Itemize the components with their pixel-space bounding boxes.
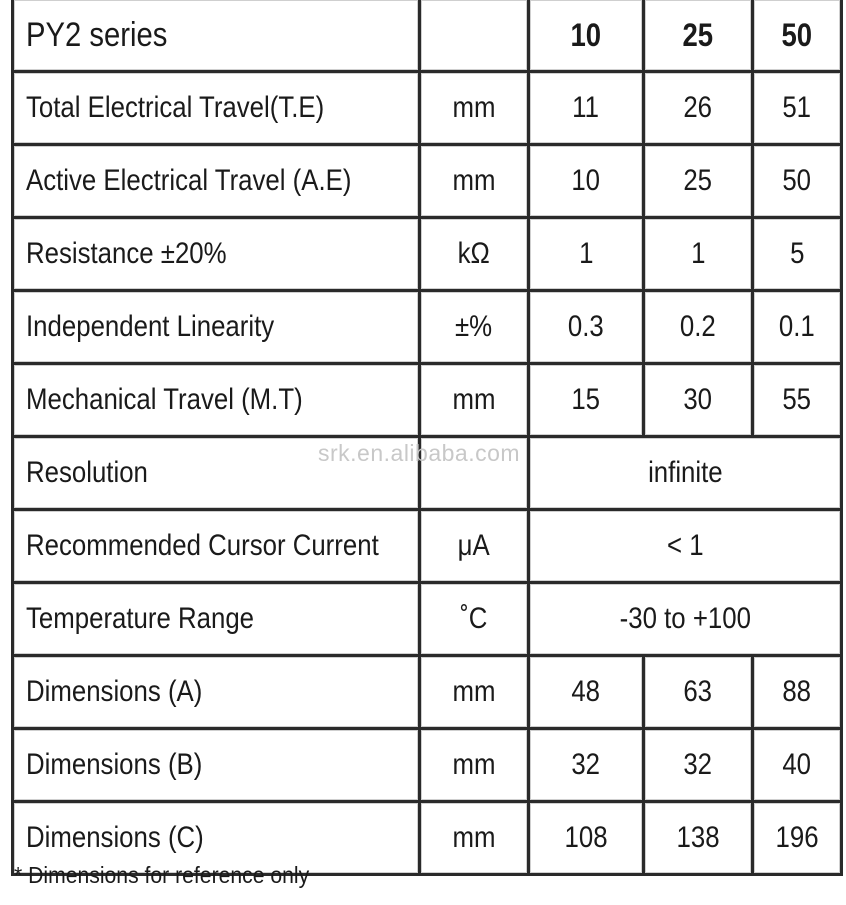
row-value-50: 5 — [753, 218, 842, 291]
row-value-25: 63 — [644, 656, 753, 729]
row-value-merged: -30 to +100 — [529, 583, 842, 656]
row-value-50: 40 — [753, 729, 842, 802]
row-value-25: 26 — [644, 72, 753, 145]
table-row — [13, 218, 842, 291]
footnote-text: * Dimensions for reference only — [14, 862, 310, 888]
row-value-50: 0.1 — [753, 291, 842, 364]
row-value-25: 32 — [644, 729, 753, 802]
row-value-10: 11 — [529, 72, 644, 145]
row-value-50: 51 — [753, 72, 842, 145]
row-value-25: 25 — [644, 145, 753, 218]
row-label: Dimensions (A) — [13, 656, 420, 729]
row-label: Independent Linearity — [13, 291, 420, 364]
row-label: Total Electrical Travel(T.E) — [13, 72, 420, 145]
header-row — [13, 0, 842, 72]
row-value-50: 55 — [753, 364, 842, 437]
table-row — [13, 291, 842, 364]
table-row — [13, 437, 842, 510]
row-value-25: 30 — [644, 364, 753, 437]
row-value-10: 10 — [529, 145, 644, 218]
row-value-10: 15 — [529, 364, 644, 437]
row-unit: mm — [420, 364, 529, 437]
row-value-merged: < 1 — [529, 510, 842, 583]
table-row — [13, 583, 842, 656]
table-row — [13, 145, 842, 218]
row-value-10: 0.3 — [529, 291, 644, 364]
row-value-10: 48 — [529, 656, 644, 729]
row-value-merged: infinite — [529, 437, 842, 510]
watermark: srk.en.alibaba.com — [318, 440, 521, 466]
row-label: Dimensions (B) — [13, 729, 420, 802]
table-row — [13, 510, 842, 583]
row-value-50: 196 — [753, 802, 842, 875]
row-unit: kΩ — [420, 218, 529, 291]
table-row — [13, 364, 842, 437]
row-unit: mm — [420, 802, 529, 875]
header-col-50: 50 — [753, 0, 842, 72]
row-unit — [420, 437, 529, 510]
row-label: Dimensions (C) — [13, 802, 420, 875]
row-value-50: 50 — [753, 145, 842, 218]
row-unit: mm — [420, 729, 529, 802]
header-unit-cell — [420, 0, 529, 72]
row-unit: μA — [420, 510, 529, 583]
row-unit: mm — [420, 656, 529, 729]
row-label: Mechanical Travel (M.T) — [13, 364, 420, 437]
row-value-25: 1 — [644, 218, 753, 291]
row-unit: ˚C — [420, 583, 529, 656]
table-row — [13, 656, 842, 729]
header-col-25: 25 — [644, 0, 753, 72]
row-value-25: 0.2 — [644, 291, 753, 364]
header-col-10: 10 — [529, 0, 644, 72]
row-unit: ±% — [420, 291, 529, 364]
row-label: Recommended Cursor Current — [13, 510, 420, 583]
row-value-10: 32 — [529, 729, 644, 802]
table-row — [13, 72, 842, 145]
row-label: Resistance ±20% — [13, 218, 420, 291]
row-value-25: 138 — [644, 802, 753, 875]
header-title-cell — [13, 0, 420, 72]
series-title: PY2 series — [26, 16, 168, 54]
row-unit: mm — [420, 145, 529, 218]
row-value-10: 108 — [529, 802, 644, 875]
row-label: Temperature Range — [13, 583, 420, 656]
footnote — [14, 862, 335, 889]
row-label: Resolution — [13, 437, 420, 510]
row-label: Active Electrical Travel (A.E) — [13, 145, 420, 218]
row-unit: mm — [420, 72, 529, 145]
spec-table — [11, 0, 843, 876]
row-value-50: 88 — [753, 656, 842, 729]
table-row — [13, 729, 842, 802]
row-value-10: 1 — [529, 218, 644, 291]
